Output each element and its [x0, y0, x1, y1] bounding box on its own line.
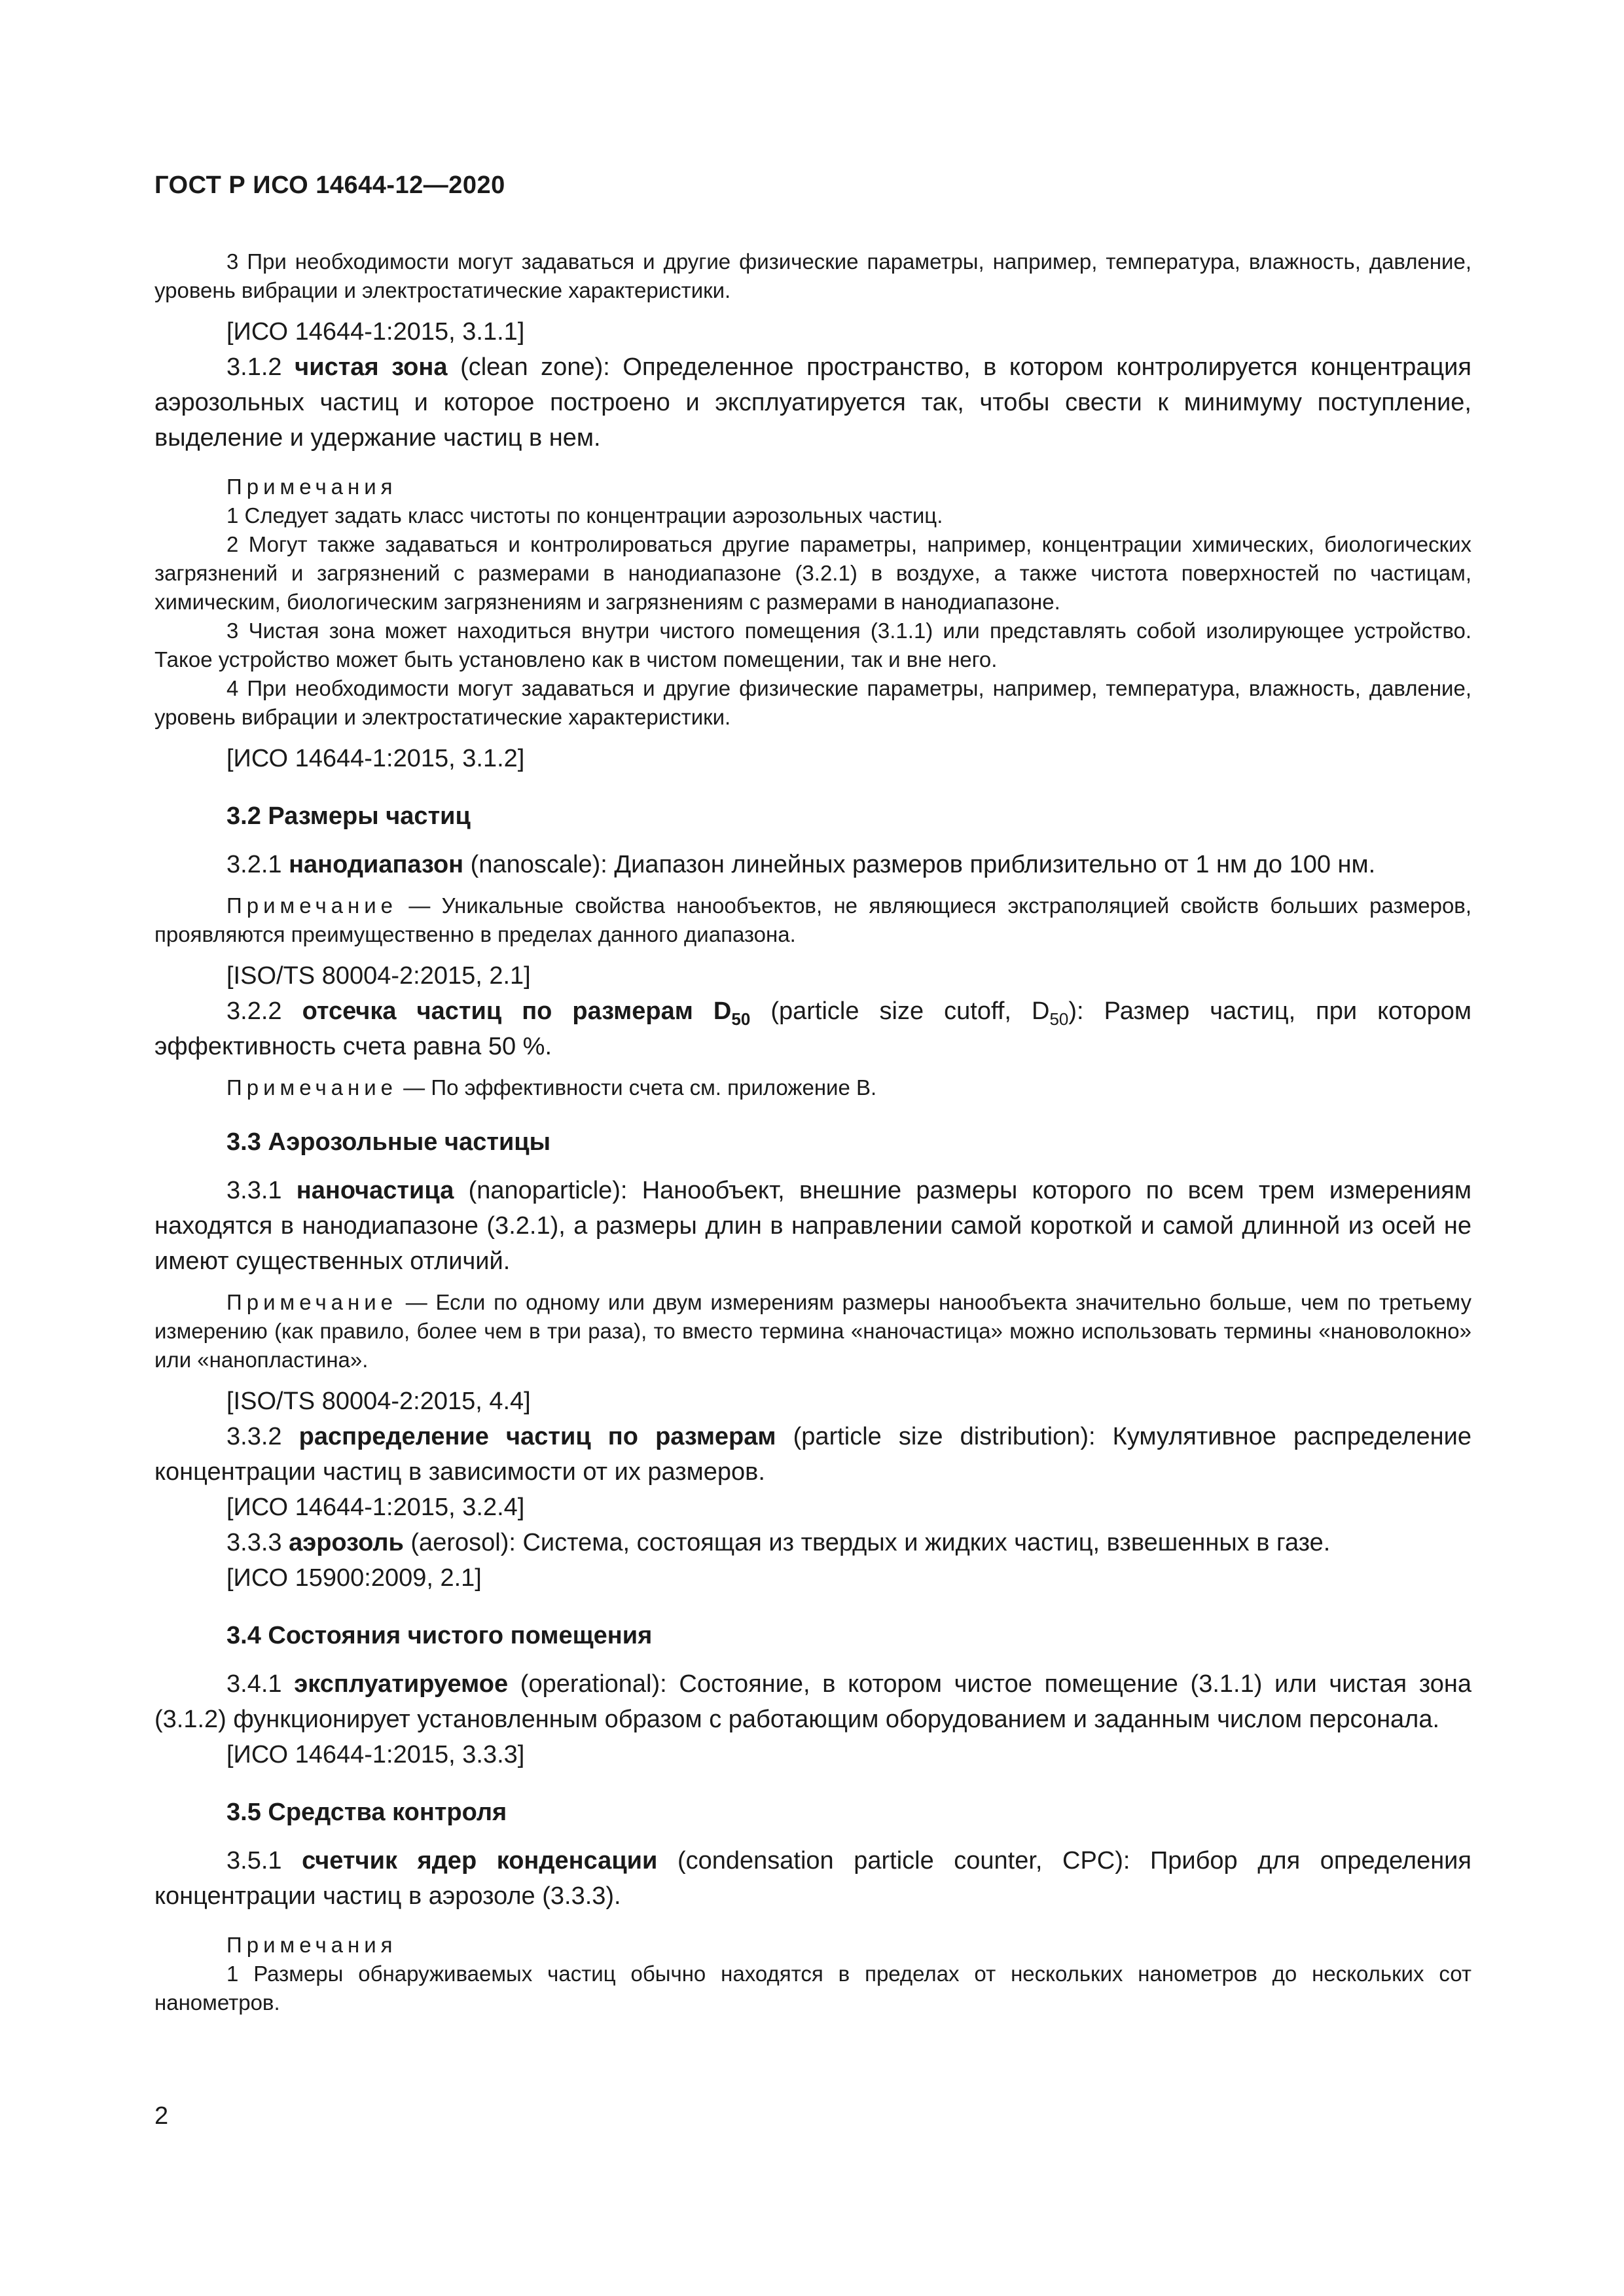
- term-name: распределение частиц по размерам: [298, 1423, 776, 1450]
- note-caption: Примечание: [226, 1075, 398, 1100]
- reference: [ИСО 14644-1:2015, 3.3.3]: [226, 1741, 525, 1768]
- term-definition: (clean zone): Определенное пространство, в котором контролируется концентрация аэрозольных частиц и которое построено и эксплуатируется так, чтобы свести к минимуму поступление, выделение и удержание частиц в нем.: [154, 353, 1471, 452]
- term-name: наночастица: [296, 1177, 454, 1204]
- term-definition-a: (particle size cutoff, D: [750, 997, 1050, 1025]
- term-entry-3-5-1: [154, 1843, 1471, 1914]
- note-caption: Примечание: [226, 1290, 398, 1314]
- note-paragraph: 4 При необходимости могут задаваться и другие физические параметры, например, температура, влажность, давление, уровень вибрации и электростатические характеристики.: [154, 676, 1471, 729]
- term-entry-3-3-3: [154, 1525, 1471, 1560]
- term-definition: (particle size distribution): Кумулятивное распределение концентрации частиц в зависимости от их размеров.: [154, 1423, 1472, 1486]
- reference: [ISO/TS 80004-2:2015, 2.1]: [226, 962, 531, 990]
- term-entry-3-2-1: [154, 847, 1471, 882]
- term-definition-b: ): Размер частиц, при котором эффективность счета равна 50 %.: [154, 997, 1472, 1060]
- section-heading-3-2: 3.2 Размеры частиц: [226, 802, 471, 830]
- term-number: 3.2.2: [226, 997, 282, 1025]
- term-number: 3.2.1: [226, 851, 282, 878]
- note-text: — Если по одному или двум измерениям размеры нанообъекта значительно больше, чем по третьему измерению (как правило, более чем в три раза), то вместо термина «наночастица» можно использовать термины «нановолокно» или «нанопластина».: [154, 1290, 1471, 1372]
- term-definition: (aerosol): Система, состоящая из твердых и жидких частиц, взвешенных в газе.: [403, 1529, 1331, 1556]
- section-heading-3-4: 3.4 Состояния чистого помещения: [226, 1622, 653, 1649]
- term-number: 3.3.1: [226, 1177, 282, 1204]
- note-text: — Уникальные свойства нанообъектов, не являющиеся экстраполяцией свойств больших размеров, проявляются преимущественно в пределах данного диапазона.: [154, 893, 1471, 946]
- term-name: нанодиапазон: [289, 851, 464, 878]
- note-paragraph: [154, 891, 1471, 949]
- term-number: 3.4.1: [226, 1670, 282, 1698]
- reference: [ИСО 14644-1:2015, 3.1.2]: [226, 745, 525, 772]
- reference: [ИСО 14644-1:2015, 3.2.4]: [226, 1494, 525, 1521]
- term-name: эксплуатируемое: [294, 1670, 509, 1698]
- term-entry-3-1-2: [154, 350, 1471, 456]
- section-heading-3-3: 3.3 Аэрозольные частицы: [226, 1128, 551, 1156]
- reference: [ISO/TS 80004-2:2015, 4.4]: [226, 1388, 531, 1415]
- term-name-subscript: 50: [731, 1009, 751, 1029]
- note-paragraph: 3 Чистая зона может находиться внутри чистого помещения (3.1.1) или представлять собой изолирующее устройство. Такое устройство может быть установлено как в чистом помещении, так и вне него.: [154, 619, 1471, 672]
- term-name-text: отсечка частиц по размерам D: [302, 997, 732, 1025]
- reference: [ИСО 14644-1:2015, 3.1.1]: [226, 318, 525, 346]
- note-paragraph: 1 Следует задать класс чистоты по концентрации аэрозольных частиц.: [226, 503, 943, 528]
- term-name: чистая зона: [295, 353, 448, 381]
- note-paragraph: 1 Размеры обнаруживаемых частиц обычно находятся в пределах от нескольких нанометров до нескольких сот нанометров.: [154, 1962, 1471, 2015]
- note-paragraph: [154, 1073, 1471, 1102]
- term-definition-subscript: 50: [1049, 1009, 1069, 1029]
- notes-caption: Примечания: [226, 1933, 397, 1957]
- term-definition: (operational): Состояние, в котором чистое помещение (3.1.1) или чистая зона (3.1.2) функционирует установленным образом с работающим оборудованием и заданным числом персонала.: [154, 1670, 1472, 1733]
- page-content: [154, 247, 1471, 2017]
- term-number: 3.1.2: [226, 353, 282, 381]
- note-paragraph: [154, 1288, 1471, 1374]
- note-text: — По эффективности счета см. приложение В.: [397, 1075, 877, 1100]
- note-paragraph: 2 Могут также задаваться и контролироваться другие параметры, например, концентрации химических, биологических загрязнений и загрязнений с размерами в нанодиапазоне (3.2.1) в воздухе, а также чистота поверхностей по частицам, химическим, биологическим загрязнениям и загрязнениям с размерами в нанодиапазоне.: [154, 532, 1471, 614]
- term-definition: (nanoparticle): Нанообъект, внешние размеры которого по всем трем измерениям находятся в нанодиапазоне (3.2.1), а размеры длин в направлении самой короткой и самой длинной из осей не имеют существенных отличий.: [154, 1177, 1471, 1275]
- term-name: счетчик ядер конденсации: [302, 1847, 658, 1874]
- note-caption: Примечание: [226, 893, 398, 918]
- term-name: аэрозоль: [289, 1529, 404, 1556]
- term-number: 3.5.1: [226, 1847, 282, 1874]
- term-entry-3-2-2: [154, 994, 1471, 1064]
- term-definition: (nanoscale): Диапазон линейных размеров приблизительно от 1 нм до 100 нм.: [463, 851, 1376, 878]
- document-header: ГОСТ Р ИСО 14644-12—2020: [154, 171, 505, 199]
- section-heading-3-5: 3.5 Средства контроля: [226, 1799, 507, 1826]
- page-number: 2: [154, 2102, 169, 2130]
- note-paragraph: 3 При необходимости могут задаваться и другие физические параметры, например, температура, влажность, давление, уровень вибрации и электростатические характеристики.: [154, 249, 1471, 302]
- term-entry-3-3-1: [154, 1173, 1471, 1279]
- notes-caption: Примечания: [226, 475, 397, 499]
- term-name: [302, 997, 751, 1029]
- reference: [ИСО 15900:2009, 2.1]: [226, 1564, 482, 1592]
- term-number: 3.3.3: [226, 1529, 282, 1556]
- term-definition: (condensation particle counter, CPC): Прибор для определения концентрации частиц в аэрозоле (3.3.3).: [154, 1847, 1471, 1910]
- term-entry-3-4-1: [154, 1666, 1471, 1737]
- term-entry-3-3-2: [154, 1419, 1471, 1490]
- term-number: 3.3.2: [226, 1423, 282, 1450]
